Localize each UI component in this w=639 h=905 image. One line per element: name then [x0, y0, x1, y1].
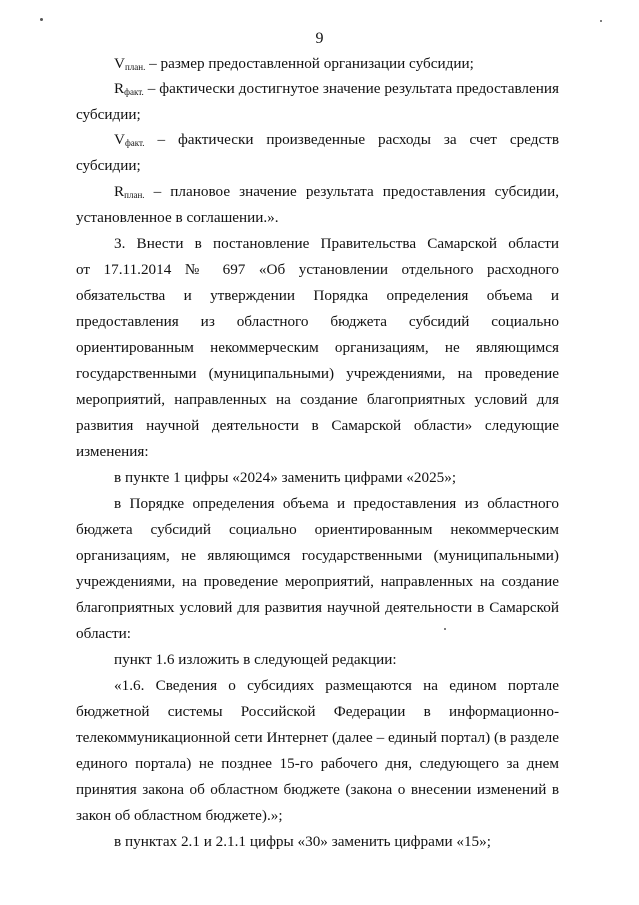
symbol-subscript: план.: [124, 62, 146, 72]
symbol-subscript: факт.: [124, 138, 145, 148]
paragraph-line: бюджетной системы Российской Федерации в информационно-: [76, 703, 559, 720]
definition-text: – фактически достигнутое значение результата предоставления: [143, 80, 559, 97]
paragraph-line: в Порядке определения объема и предоставления из областного: [114, 495, 559, 512]
paragraph-line: обязательства и утверждении Порядка определения объема и: [76, 287, 559, 304]
paragraph-line: «1.6. Сведения о субсидиях размещаются на едином портале: [114, 677, 559, 694]
symbol-subscript: факт.: [124, 87, 144, 97]
symbol: V: [114, 131, 125, 148]
paragraph-line: в пункте 1 цифры «2024» заменить цифрами «2025»;: [114, 469, 457, 486]
symbol: R: [114, 183, 125, 200]
page-number: 9: [315, 30, 324, 47]
scan-speck: [600, 20, 602, 22]
paragraph-line: области:: [76, 625, 131, 642]
paragraph-line: ориентированным некоммерческим организациям, не являющимся: [76, 339, 559, 356]
definition-text: – размер предоставленной организации субсидии;: [145, 55, 474, 72]
definition-continuation: установленное в соглашении.».: [76, 209, 279, 226]
paragraph-line: от 17.11.2014 № 697 «Об установлении отдельного расходного: [76, 261, 559, 278]
paragraph-line: закон об областном бюджете).»;: [76, 807, 283, 824]
paragraph-line: предоставления из областного бюджета субсидий социально: [76, 313, 559, 330]
paragraph-line: в пунктах 2.1 и 2.1.1 цифры «30» заменить цифрами «15»;: [114, 833, 491, 850]
scan-speck: [40, 18, 43, 21]
paragraph-line: бюджета субсидий социально ориентированным некоммерческим: [76, 521, 559, 538]
definition-text: – плановое значение результата предоставления субсидии,: [144, 183, 559, 200]
paragraph-line: пункт 1.6 изложить в следующей редакции:: [114, 651, 397, 668]
paragraph-line: телекоммуникационной сети Интернет (далее – единый портал) (в разделе: [76, 729, 559, 746]
paragraph-line: учреждениями, на проведение мероприятий, направленных на создание: [76, 573, 559, 590]
definition-r-fact: [114, 80, 559, 101]
paragraph-line: благоприятных условий для развития научной деятельности в Самарской: [76, 599, 559, 616]
paragraph-line: единого портала) не позднее 15-го рабочего дня, следующего за днем: [76, 755, 559, 772]
definition-continuation: субсидии;: [76, 106, 141, 123]
paragraph-line: мероприятий, направленных на создание благоприятных условий для: [76, 391, 559, 408]
paragraph-line: 3. Внести в постановление Правительства Самарской области: [114, 235, 559, 252]
paragraph-line: развития научной деятельности в Самарской области» следующие: [76, 417, 559, 434]
symbol: R: [114, 80, 125, 97]
definition-r-plan: [114, 183, 559, 204]
symbol-subscript: план.: [124, 190, 145, 200]
definition-v-fact: [114, 131, 559, 152]
symbol: V: [114, 55, 125, 72]
paragraph-line: изменения:: [76, 443, 149, 460]
definition-v-plan: [114, 55, 474, 76]
definition-text: – фактически произведенные расходы за счет средств: [144, 131, 559, 148]
scan-speck: [444, 628, 446, 630]
paragraph-line: государственными (муниципальными) учреждениями, на проведение: [76, 365, 559, 382]
definition-continuation: субсидии;: [76, 157, 141, 174]
paragraph-line: организациям, не являющимся государственными (муниципальными): [76, 547, 559, 564]
paragraph-line: принятия закона об областном бюджете (закона о внесении изменений в: [76, 781, 559, 798]
